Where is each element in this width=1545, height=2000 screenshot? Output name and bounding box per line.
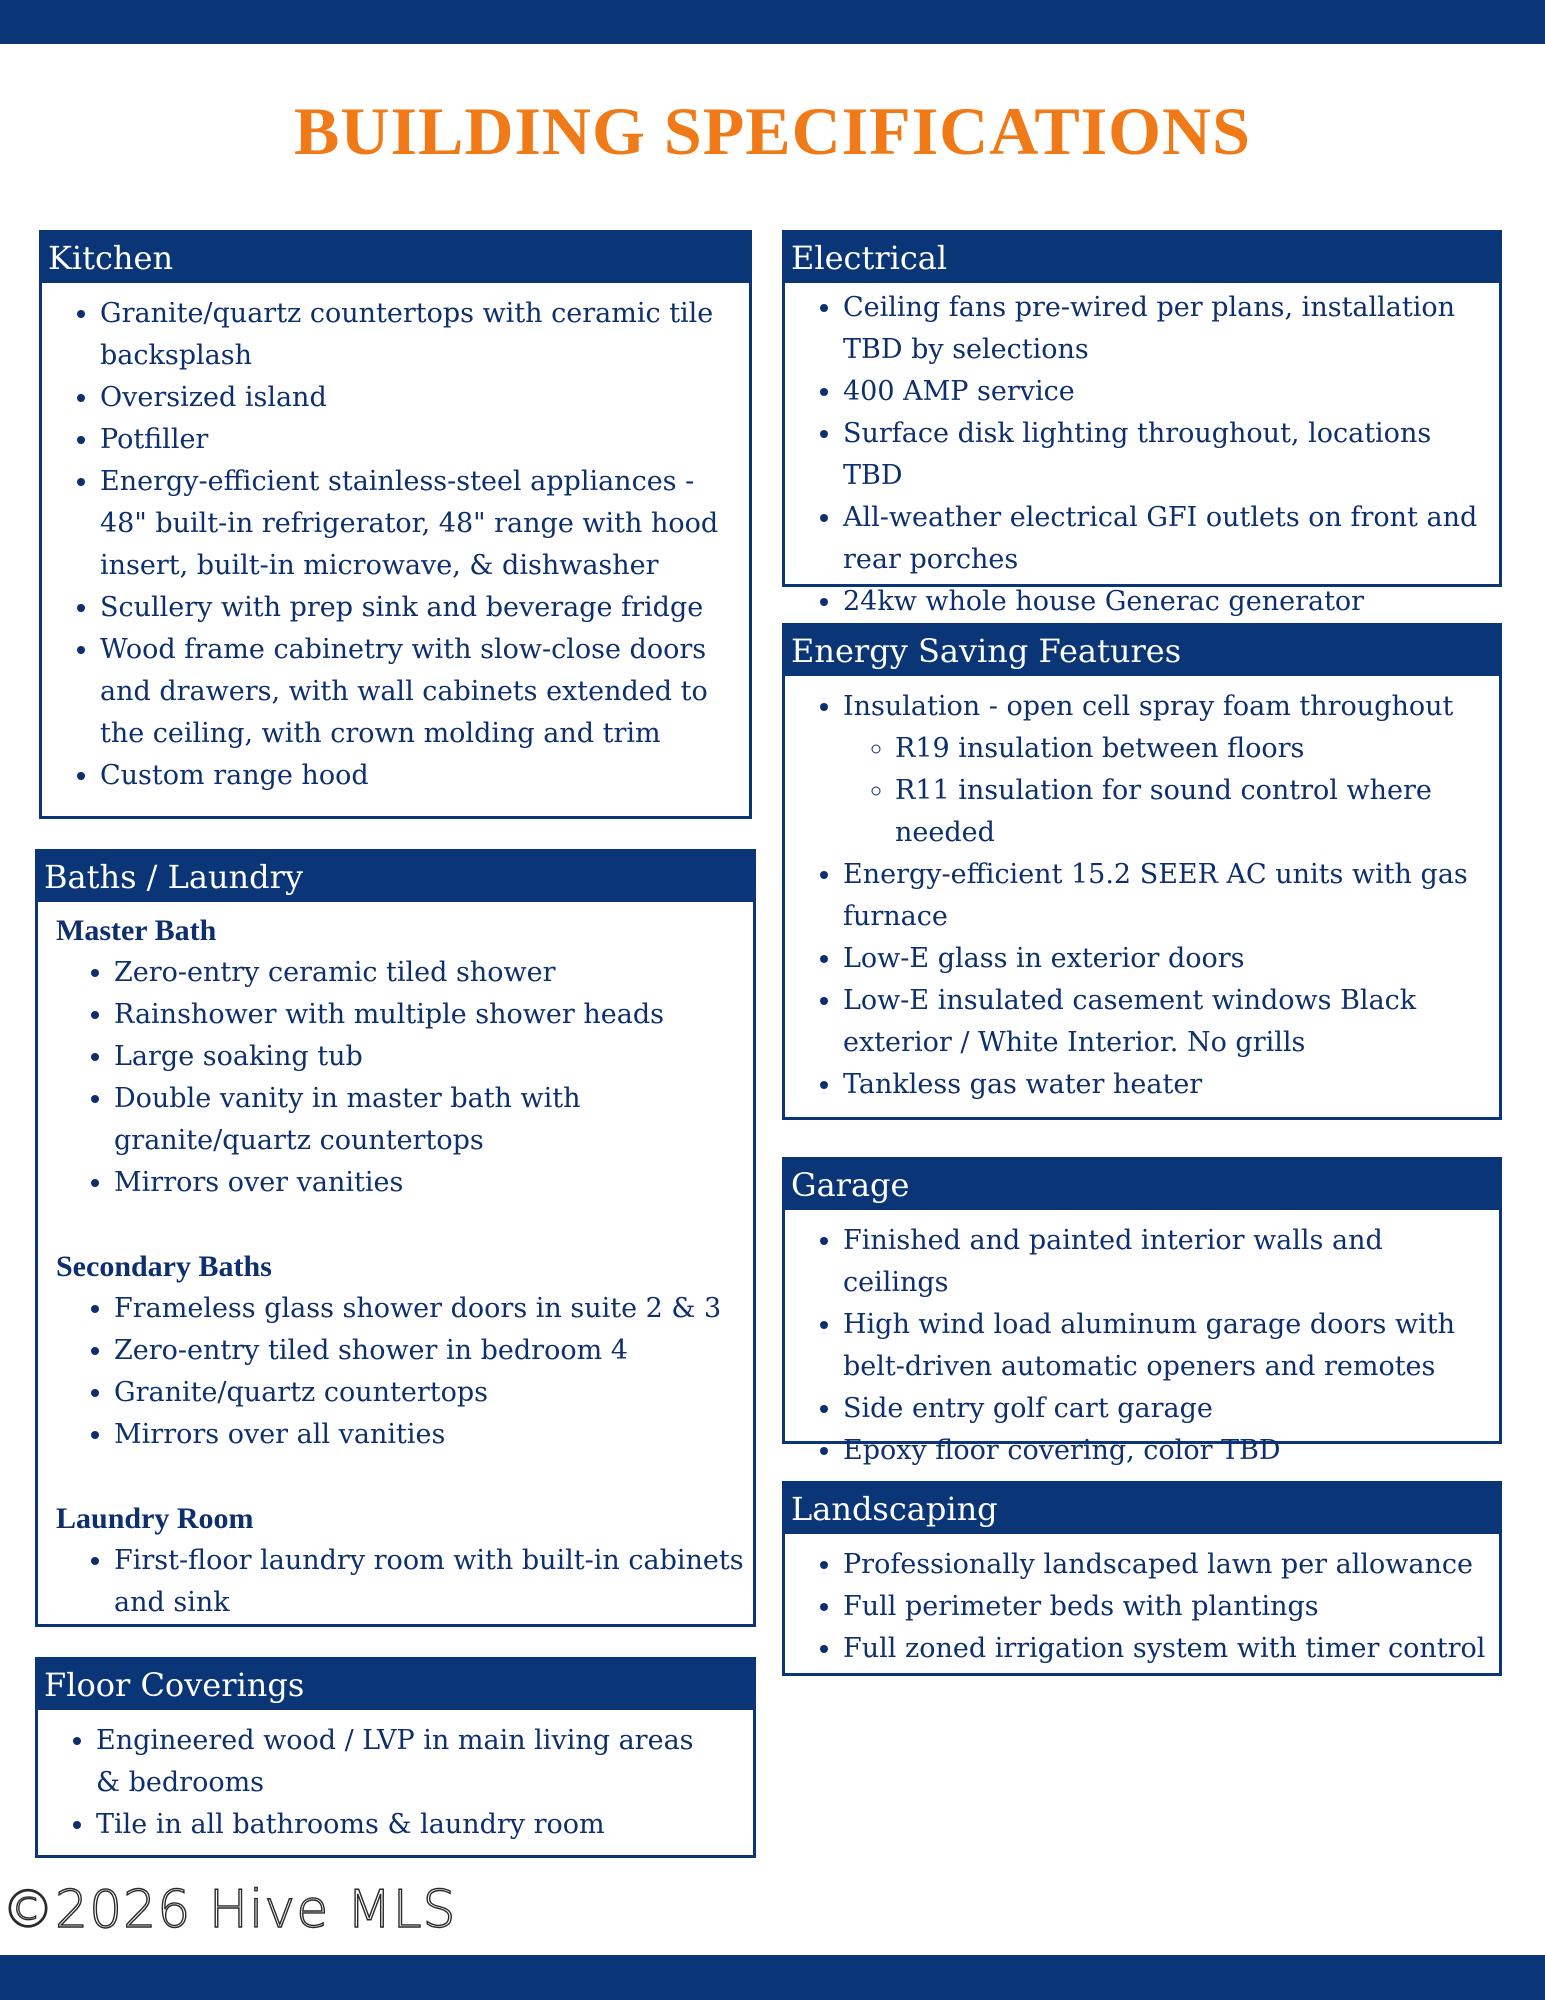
- list-item: • Ceiling fans pre-wired per plans, installation TBD by selections: [843, 287, 1491, 371]
- electrical-section: [782, 230, 1502, 617]
- secondary-baths-list: [46, 1288, 745, 1456]
- laundry-room-subheading: Laundry Room: [56, 1502, 254, 1535]
- landscaping-list: [793, 1544, 1491, 1670]
- landscaping-section: [782, 1481, 1502, 1676]
- list-item: • Mirrors over vanities: [114, 1162, 745, 1204]
- floor-coverings-section: [35, 1657, 756, 1858]
- energy-saving-section: [782, 623, 1502, 1120]
- master-bath-subheading: Master Bath: [56, 914, 217, 947]
- list-item: • Zero-entry tiled shower in bedroom 4: [114, 1330, 745, 1372]
- floor-coverings-list: [46, 1720, 745, 1846]
- kitchen-list: [50, 293, 741, 797]
- list-item: • Full perimeter beds with plantings: [843, 1586, 1491, 1628]
- baths-laundry-section: [35, 849, 756, 1627]
- garage-heading: Garage: [785, 1160, 1499, 1210]
- list-item: • Finished and painted interior walls and ceilings: [843, 1220, 1491, 1304]
- electrical-list: [793, 287, 1491, 623]
- list-item: • Frameless glass shower doors in suite 2 & 3: [114, 1288, 745, 1330]
- list-item: • Epoxy floor covering, color TBD: [843, 1430, 1491, 1472]
- top-banner-bar: [0, 0, 1545, 44]
- list-item: • Professionally landscaped lawn per allowance: [843, 1544, 1491, 1586]
- garage-list: [793, 1220, 1491, 1472]
- list-item: • Scullery with prep sink and beverage fridge: [100, 587, 741, 629]
- insulation-text: Insulation - open cell spray foam throughout: [843, 691, 1454, 722]
- bottom-banner-bar: [0, 1955, 1545, 2000]
- list-item: • Low-E glass in exterior doors: [843, 938, 1491, 980]
- list-item: • Mirrors over all vanities: [114, 1414, 745, 1456]
- list-item: [843, 686, 1491, 854]
- list-item: • Low-E insulated casement windows Black exterior / White Interior. No grills: [843, 980, 1491, 1064]
- list-item: • Energy-efficient stainless-steel appliances - 48" built-in refrigerator, 48" range with hood insert, built-in microwave, & dishwasher: [100, 461, 741, 587]
- list-item: • Granite/quartz countertops with ceramic tile backsplash: [100, 293, 741, 377]
- list-item: • Potfiller: [100, 419, 741, 461]
- list-item: • Large soaking tub: [114, 1036, 745, 1078]
- list-item: • Double vanity in master bath with granite/quartz countertops: [114, 1078, 745, 1162]
- kitchen-section: [39, 230, 752, 819]
- list-item: • Wood frame cabinetry with slow-close doors and drawers, with wall cabinets extended to the ceiling, with crown molding and trim: [100, 629, 741, 755]
- baths-laundry-heading: Baths / Laundry: [38, 852, 753, 902]
- master-bath-list: [46, 952, 745, 1204]
- list-item: • Tankless gas water heater: [843, 1064, 1491, 1106]
- list-item: • Tile in all bathrooms & laundry room: [96, 1804, 725, 1846]
- laundry-room-list: [46, 1540, 745, 1624]
- energy-saving-list: [793, 686, 1491, 1106]
- list-item: • Rainshower with multiple shower heads: [114, 994, 745, 1036]
- copyright-watermark: ©2026 Hive MLS: [2, 1880, 457, 1940]
- list-item: • Surface disk lighting throughout, locations TBD: [843, 413, 1491, 497]
- insulation-sublist: [843, 728, 1491, 854]
- list-item: • Zero-entry ceramic tiled shower: [114, 952, 745, 994]
- floor-coverings-heading: Floor Coverings: [38, 1660, 753, 1710]
- electrical-heading: Electrical: [785, 233, 1499, 283]
- list-item: • 24kw whole house Generac generator: [843, 581, 1491, 623]
- list-item: • Full zoned irrigation system with timer control: [843, 1628, 1491, 1670]
- list-item: • High wind load aluminum garage doors with belt-driven automatic openers and remotes: [843, 1304, 1491, 1388]
- list-item: • All-weather electrical GFI outlets on front and rear porches: [843, 497, 1491, 581]
- list-item: • Energy-efficient 15.2 SEER AC units with gas furnace: [843, 854, 1491, 938]
- list-item: • Oversized island: [100, 377, 741, 419]
- kitchen-heading: Kitchen: [42, 233, 749, 283]
- list-item: • 400 AMP service: [843, 371, 1491, 413]
- list-item: ◦ R11 insulation for sound control where needed: [895, 770, 1491, 854]
- list-item: ◦ R19 insulation between floors: [895, 728, 1491, 770]
- list-item: • Custom range hood: [100, 755, 741, 797]
- energy-saving-heading: Energy Saving Features: [785, 626, 1499, 676]
- garage-section: [782, 1157, 1502, 1466]
- landscaping-heading: Landscaping: [785, 1484, 1499, 1534]
- list-item: • Granite/quartz countertops: [114, 1372, 745, 1414]
- list-item: • First-floor laundry room with built-in cabinets and sink: [114, 1540, 745, 1624]
- page-title: BUILDING SPECIFICATIONS: [294, 93, 1251, 169]
- list-item: • Side entry golf cart garage: [843, 1388, 1491, 1430]
- list-item: • Engineered wood / LVP in main living areas & bedrooms: [96, 1720, 725, 1804]
- secondary-baths-subheading: Secondary Baths: [56, 1250, 272, 1283]
